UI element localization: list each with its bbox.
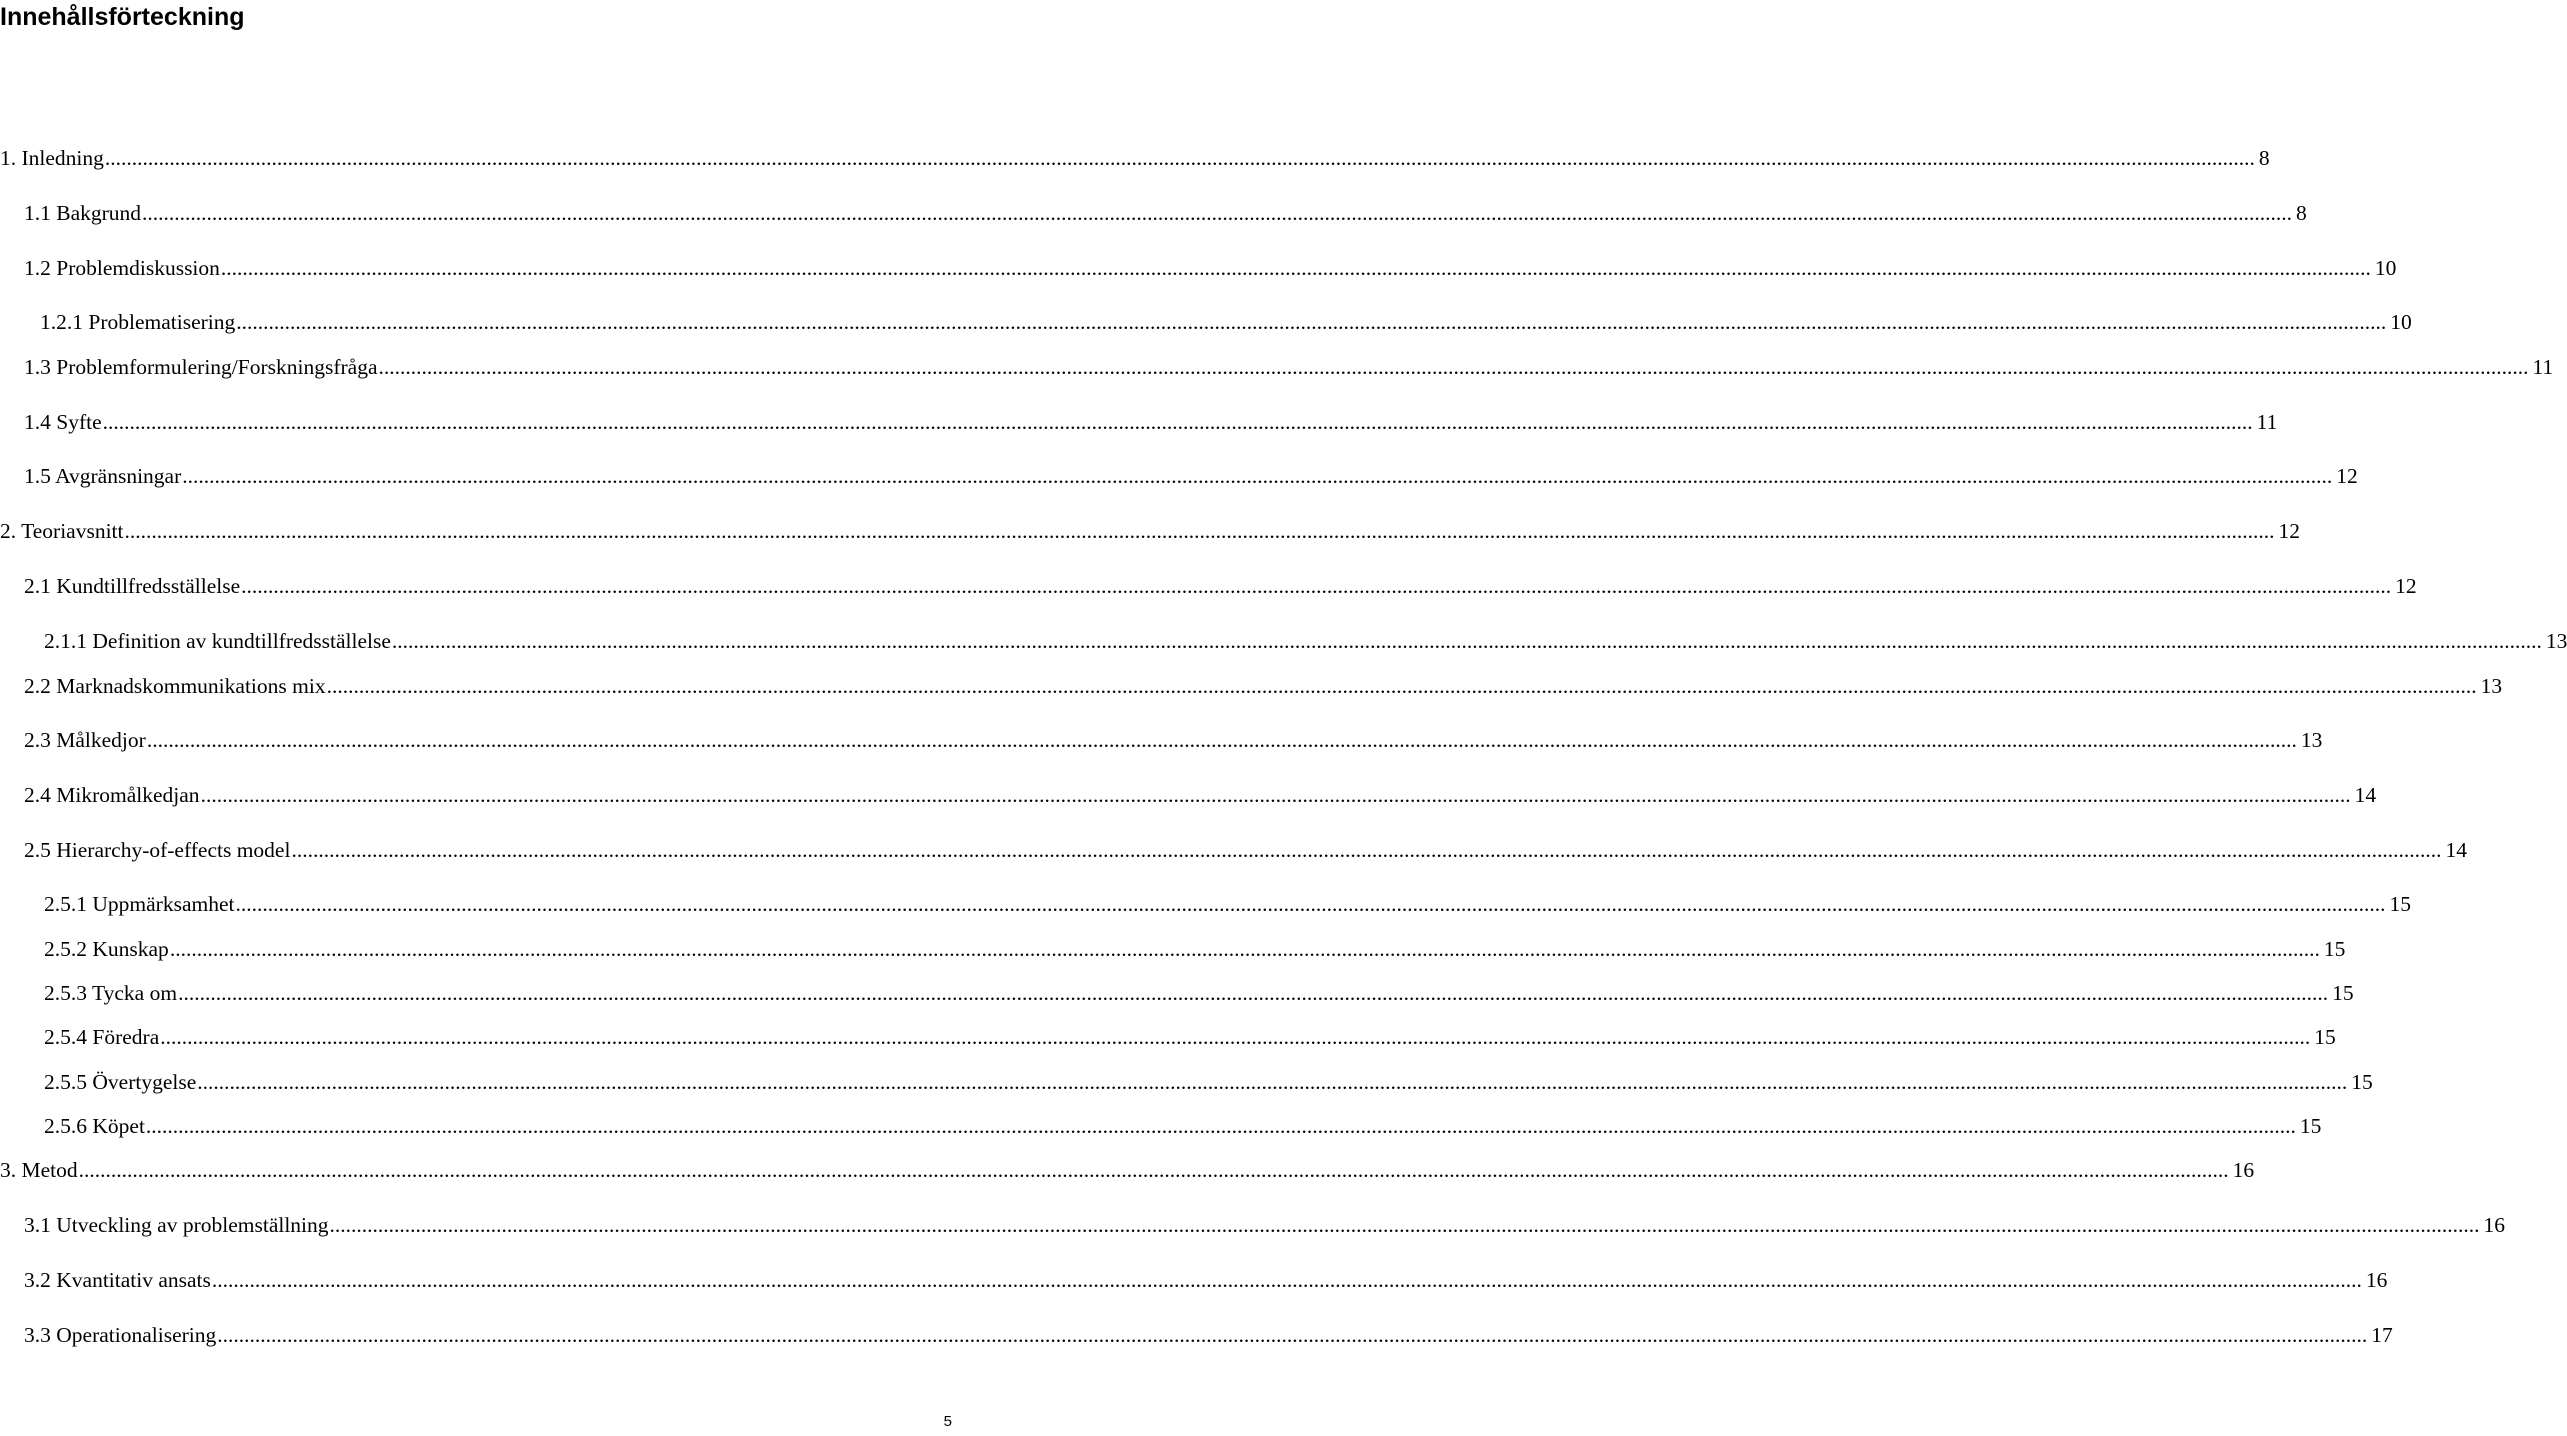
toc-entry-title: 1.3 Problemformulering/Forskningsfråga	[24, 355, 378, 379]
toc-entry-title: 1.1 Bakgrund	[24, 201, 142, 225]
toc-dot-leader: ................................................................................................................................................................................................................................................................................................................................................................................................................	[235, 892, 2386, 916]
toc-dot-leader: ................................................................................................................................................................................................................................................................................................................................................................................................................	[220, 256, 2371, 280]
toc-entry-title: 2.3 Målkedjor	[24, 728, 146, 752]
toc-dot-leader: ................................................................................................................................................................................................................................................................................................................................................................................................................	[378, 355, 2529, 379]
toc-entry[interactable]	[24, 835, 2467, 865]
toc-entry-page: 14	[2445, 838, 2467, 862]
toc-entry-page: 13	[2300, 728, 2323, 752]
toc-dot-leader: ................................................................................................................................................................................................................................................................................................................................................................................................................	[142, 201, 2293, 225]
toc-dot-leader: ................................................................................................................................................................................................................................................................................................................................................................................................................	[217, 1323, 2368, 1347]
toc-entry-page: 15	[2323, 937, 2346, 961]
toc-entry-title: 1.2.1 Problematisering	[40, 310, 236, 334]
toc-entry-page: 12	[2395, 574, 2417, 598]
toc-entry-page: 16	[2483, 1213, 2506, 1237]
toc-dot-leader: ................................................................................................................................................................................................................................................................................................................................................................................................................	[391, 629, 2542, 653]
toc-entry-page: 15	[2299, 1114, 2322, 1138]
toc-entry-title: 3. Metod	[0, 1158, 78, 1182]
toc-entry[interactable]	[40, 307, 2412, 337]
toc-entry[interactable]	[24, 671, 2503, 701]
toc-entry-page: 14	[2354, 783, 2377, 807]
toc-entry-page: 11	[2532, 355, 2554, 379]
toc-entry[interactable]	[0, 1155, 2255, 1185]
toc-entry-title: 2.5.1 Uppmärksamhet	[44, 892, 235, 916]
toc-entry[interactable]	[24, 352, 2554, 382]
toc-entry-title: 2.5 Hierarchy-of-effects model	[24, 838, 291, 862]
toc-entry-page: 13	[2480, 674, 2503, 698]
toc-dot-leader: ................................................................................................................................................................................................................................................................................................................................................................................................................	[326, 674, 2477, 698]
toc-entry-page: 8	[2258, 146, 2270, 170]
toc-entry[interactable]	[44, 1067, 2373, 1097]
toc-entry[interactable]	[24, 1210, 2506, 1240]
toc-entry-page: 17	[2371, 1323, 2393, 1347]
toc-entry-title: 2.1 Kundtillfredsställelse	[24, 574, 241, 598]
toc-entry[interactable]	[24, 571, 2417, 601]
toc-entry-page: 12	[2278, 519, 2300, 543]
toc-dot-leader: ................................................................................................................................................................................................................................................................................................................................................................................................................	[211, 1268, 2362, 1292]
toc-entry[interactable]	[24, 253, 2397, 283]
toc-dot-leader: ................................................................................................................................................................................................................................................................................................................................................................................................................	[178, 981, 2329, 1005]
toc-entry-title: 2. Teoriavsnitt	[0, 519, 124, 543]
toc-entry-page: 8	[2296, 201, 2307, 225]
toc-entry[interactable]	[24, 725, 2323, 755]
toc-entry[interactable]	[24, 780, 2377, 810]
toc-entry[interactable]	[44, 1111, 2322, 1141]
toc-dot-leader: ................................................................................................................................................................................................................................................................................................................................................................................................................	[78, 1158, 2229, 1182]
toc-entry-page: 10	[2374, 256, 2397, 280]
toc-entry[interactable]	[0, 143, 2270, 173]
toc-entry[interactable]	[44, 934, 2346, 964]
toc-entry-title: 2.5.2 Kunskap	[44, 937, 169, 961]
toc-entry-title: 2.5.3 Tycka om	[44, 981, 178, 1005]
toc-entry-title: 2.2 Marknadskommunikations mix	[24, 674, 326, 698]
toc-entry-title: 1.4 Syfte	[24, 410, 102, 434]
toc-entry-title: 2.5.6 Köpet	[44, 1114, 145, 1138]
toc-dot-leader: ................................................................................................................................................................................................................................................................................................................................................................................................................	[200, 783, 2351, 807]
toc-entry[interactable]	[24, 1320, 2393, 1350]
toc-entry-page: 15	[2389, 892, 2411, 916]
toc-entry-title: 2.4 Mikromålkedjan	[24, 783, 200, 807]
toc-dot-leader: ................................................................................................................................................................................................................................................................................................................................................................................................................	[241, 574, 2392, 598]
toc-entry[interactable]	[24, 198, 2307, 228]
toc-entry[interactable]	[0, 516, 2300, 546]
toc-entry[interactable]	[44, 626, 2567, 656]
toc-dot-leader: ................................................................................................................................................................................................................................................................................................................................................................................................................	[169, 937, 2320, 961]
toc-entry-page: 15	[2332, 981, 2354, 1005]
toc-dot-leader: ................................................................................................................................................................................................................................................................................................................................................................................................................	[160, 1025, 2311, 1049]
toc-entry-page: 16	[2365, 1268, 2388, 1292]
toc-entry-page: 11	[2256, 410, 2278, 434]
toc-entry[interactable]	[44, 1022, 2336, 1052]
toc-dot-leader: ................................................................................................................................................................................................................................................................................................................................................................................................................	[145, 1114, 2296, 1138]
page-number: 5	[943, 1413, 952, 1430]
toc-entry-page: 13	[2545, 629, 2567, 653]
toc-entry-page: 10	[2390, 310, 2412, 334]
toc-entry[interactable]	[44, 889, 2411, 919]
toc-entry-title: 3.2 Kvantitativ ansats	[24, 1268, 211, 1292]
toc-entry-title: 1.5 Avgränsningar	[24, 464, 182, 488]
toc-entry-title: 3.1 Utveckling av problemställning	[24, 1213, 329, 1237]
toc-entry-page: 15	[2314, 1025, 2336, 1049]
toc-entry[interactable]	[44, 978, 2354, 1008]
toc-dot-leader: ................................................................................................................................................................................................................................................................................................................................................................................................................	[291, 838, 2442, 862]
toc-dot-leader: ................................................................................................................................................................................................................................................................................................................................................................................................................	[146, 728, 2297, 752]
toc-entry-page: 16	[2232, 1158, 2255, 1182]
toc-entry-title: 3.3 Operationalisering	[24, 1323, 217, 1347]
toc-entry-title: 2.5.5 Övertygelse	[44, 1070, 197, 1094]
toc-dot-leader: ................................................................................................................................................................................................................................................................................................................................................................................................................	[182, 464, 2333, 488]
toc-entry[interactable]	[24, 461, 2358, 491]
toc-dot-leader: ................................................................................................................................................................................................................................................................................................................................................................................................................	[104, 146, 2255, 170]
toc-dot-leader: ................................................................................................................................................................................................................................................................................................................................................................................................................	[102, 410, 2253, 434]
toc-entry-title: 1. Inledning	[0, 146, 104, 170]
toc-entry[interactable]	[24, 1265, 2388, 1295]
toc-dot-leader: ................................................................................................................................................................................................................................................................................................................................................................................................................	[236, 310, 2387, 334]
toc-entry-title: 1.2 Problemdiskussion	[24, 256, 220, 280]
toc-entry-page: 12	[2336, 464, 2358, 488]
toc-entry[interactable]	[24, 407, 2278, 437]
toc-dot-leader: ................................................................................................................................................................................................................................................................................................................................................................................................................	[197, 1070, 2348, 1094]
toc-entry-page: 15	[2351, 1070, 2373, 1094]
toc-entry-title: 2.5.4 Föredra	[44, 1025, 160, 1049]
toc-dot-leader: ................................................................................................................................................................................................................................................................................................................................................................................................................	[124, 519, 2275, 543]
toc-heading: Innehållsförteckning	[0, 3, 245, 31]
toc-dot-leader: ................................................................................................................................................................................................................................................................................................................................................................................................................	[329, 1213, 2480, 1237]
toc-entry-title: 2.1.1 Definition av kundtillfredsställelse	[44, 629, 391, 653]
